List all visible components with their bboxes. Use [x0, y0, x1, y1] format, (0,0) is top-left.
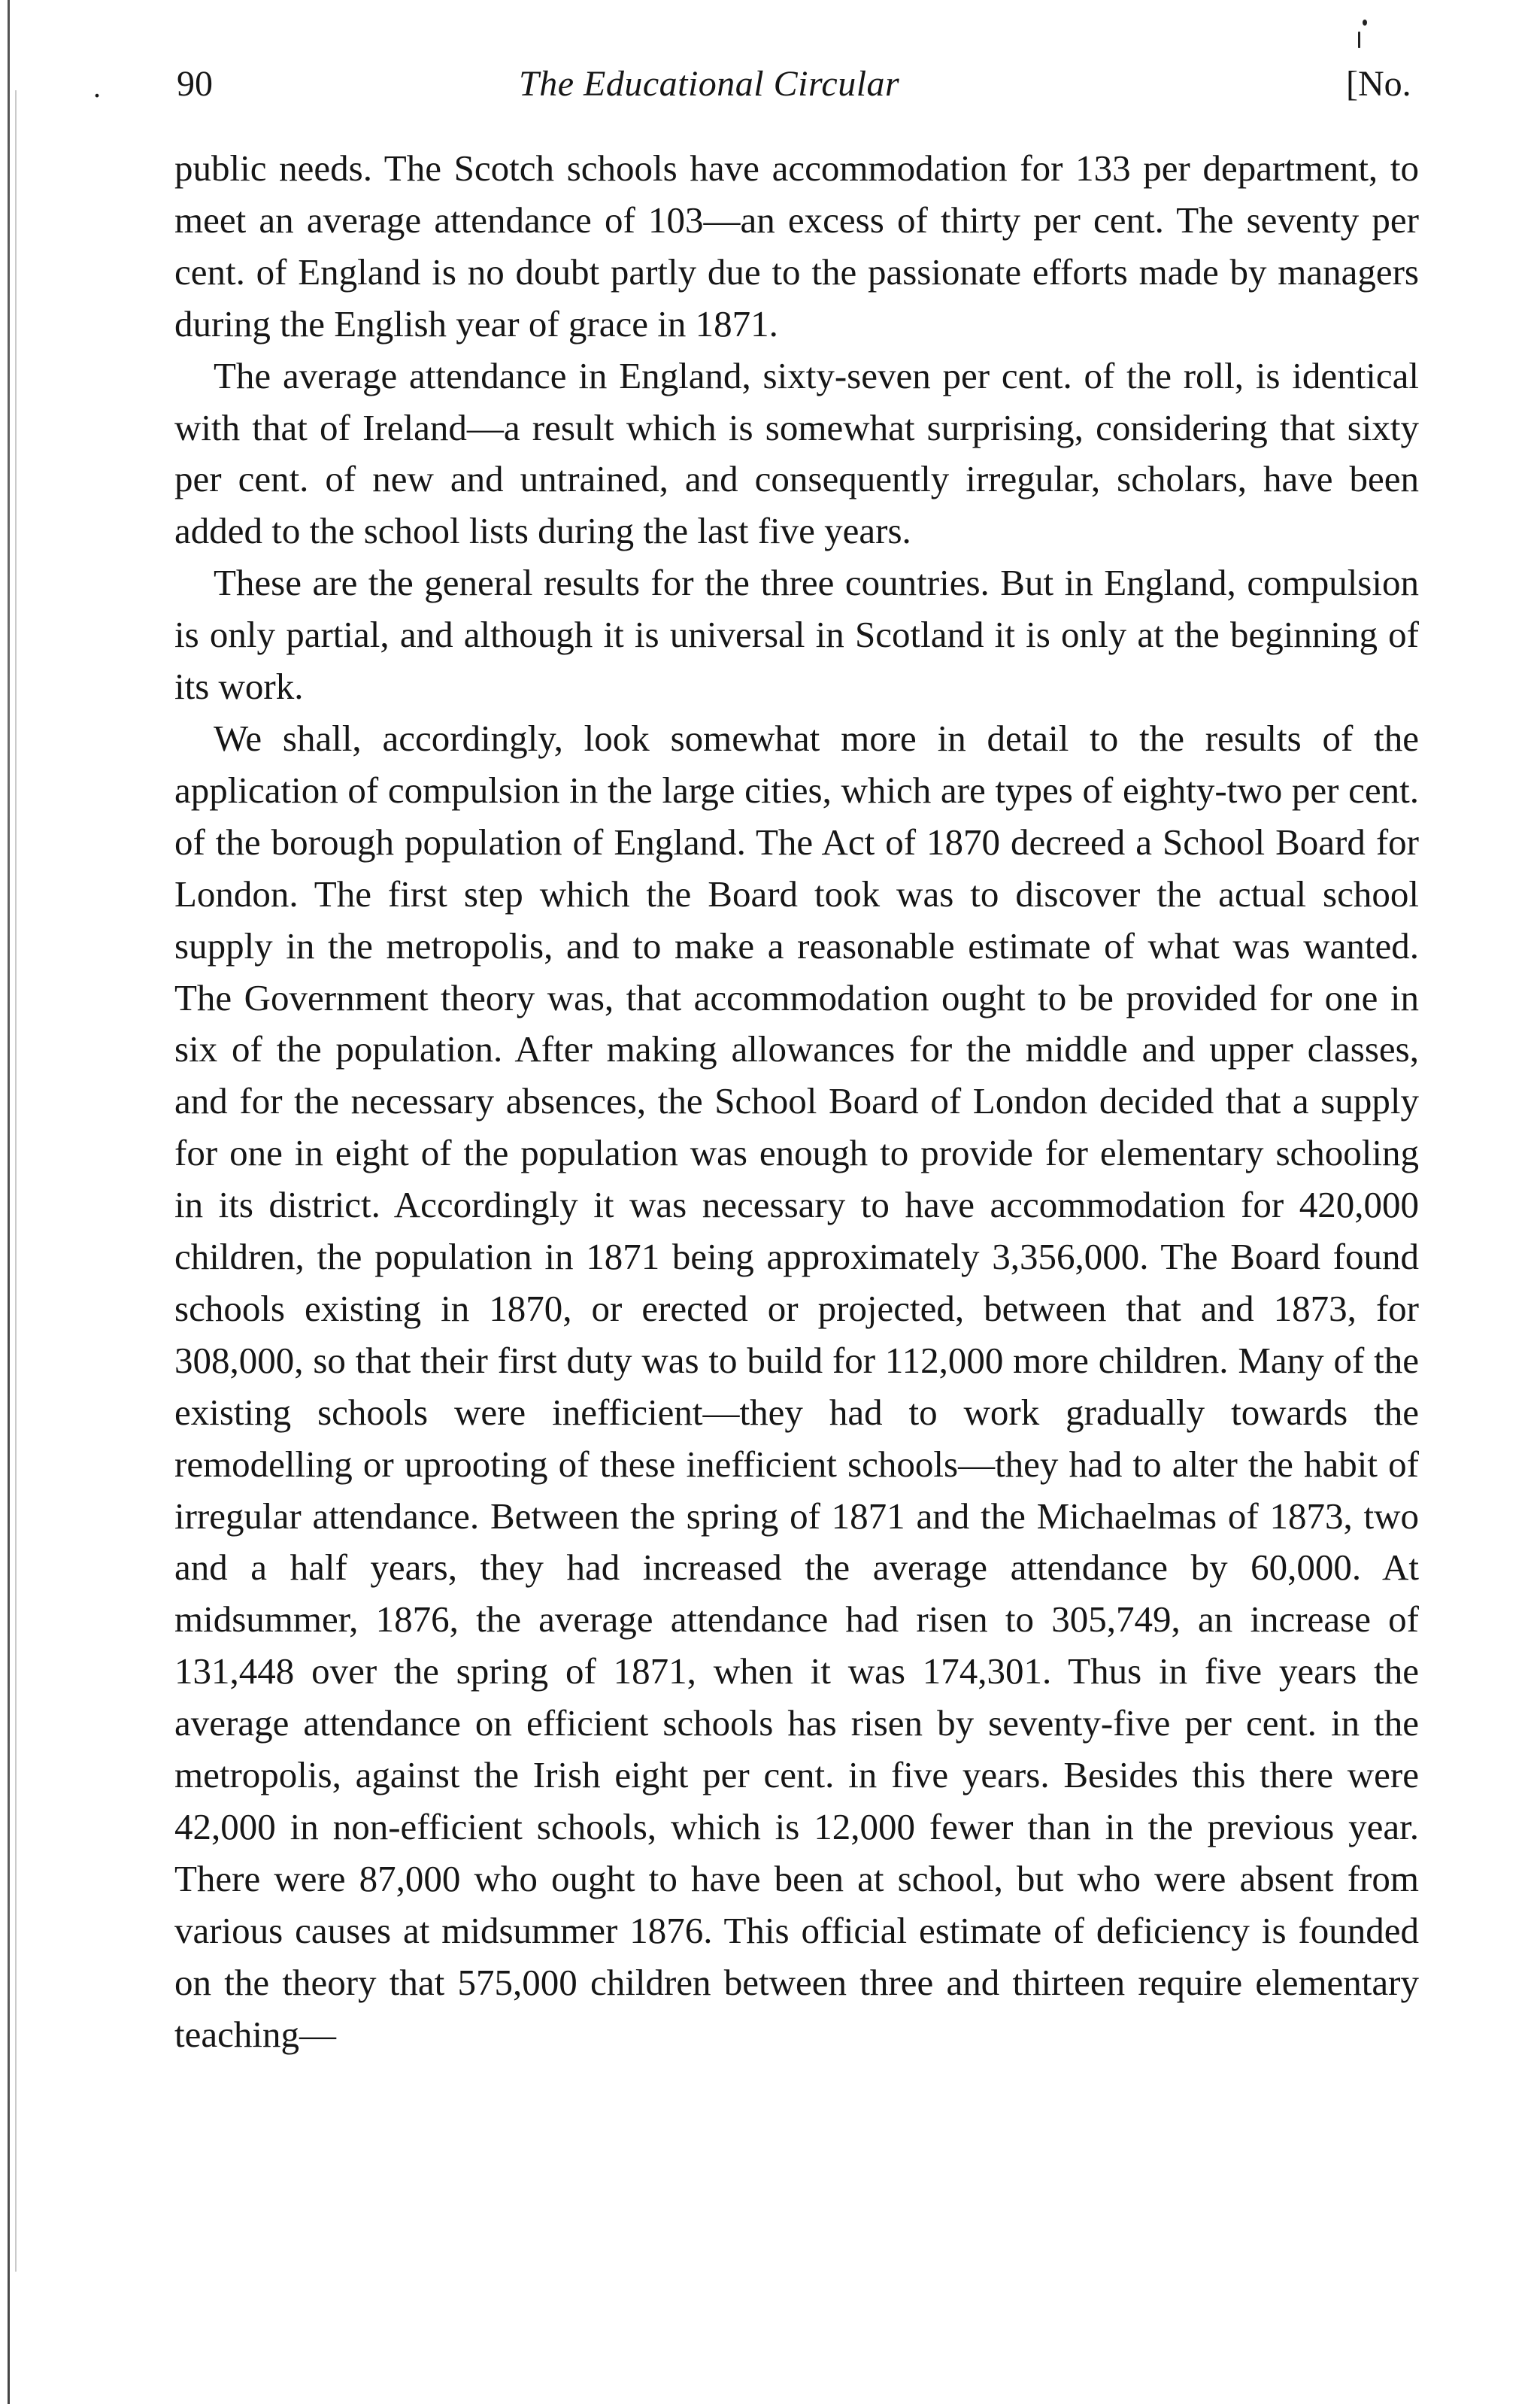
paragraph: These are the general results for the three countries. But in England, compulsion is only partial, and although it is universal in Scotland it is only at the beginning of its work.	[174, 562, 1419, 708]
paragraph: The average attendance in England, sixty-seven per cent. of the roll, is identical with that of Ireland—a result which is somewhat surprising, considering that sixty per cent. of new and untrained, and consequently irregular, scholars, have been added to the school lists during the last five years.	[174, 354, 1419, 552]
header-mark: .	[93, 70, 101, 104]
running-title: The Educational Circular	[519, 64, 900, 104]
ink-speck	[1358, 32, 1360, 48]
article-body	[174, 143, 1419, 2061]
issue-marker: [No.	[1346, 64, 1411, 104]
paragraph: public needs. The Scotch schools have accommodation for 133 per department, to meet an average attendance of 103—an excess of thirty per cent. The seventy per cent. of England is no doubt partly due to the passionate efforts made by managers during the English year of grace in 1871.	[174, 147, 1419, 345]
ink-speck	[1363, 20, 1367, 26]
binding-edge-shadow	[15, 90, 17, 2272]
page-number: 90	[177, 64, 213, 104]
binding-edge-line	[8, 0, 10, 2404]
paragraph: We shall, accordingly, look somewhat more in detail to the results of the application of compulsion in the large cities, which are types of eighty-two per cent. of the borough population of England. The Act of 1870 decreed a School Board for London. The first step which the Board took was to discover the actual school supply in the metropolis, and to make a reasonable estimate of what was wanted. The Government theory was, that accommodation ought to be provided for one in six of the population. After making allowances for the middle and upper classes, and for the necessary absences, the School Board of London decided that a supply for one in eight of the population was enough to provide for elementary schooling in its district. Accordingly it was necessary to have accommodation for 420,000 children, the population in 1871 being approximately 3,356,000. The Board found schools existing in 1870, or erected or projected, between that and 1873, for 308,000, so that their first duty was to build for 112,000 more children. Many of the existing schools were inefficient—they had to work gradually towards the remodelling or uprooting of these inefficient schools—they had to alter the habit of irregular attendance. Between the spring of 1871 and the Michaelmas of 1873, two and a half years, they had increased the average attendance by 60,000. At midsummer, 1876, the average attendance had risen to 305,749, an increase of 131,448 over the spring of 1871, when it was 174,301. Thus in five years the average attendance on efficient schools has risen by seventy-five per cent. in the metropolis, against the Irish eight per cent. in five years. Besides this there were 42,000 in non-efficient schools, which is 12,000 fewer than in the previous year. There were 87,000 who ought to have been at school, but who were absent from various causes at midsummer 1876. This official estimate of deficiency is founded on the theory that 575,000 children between three and thirteen require elementary teaching—	[174, 717, 1419, 2055]
